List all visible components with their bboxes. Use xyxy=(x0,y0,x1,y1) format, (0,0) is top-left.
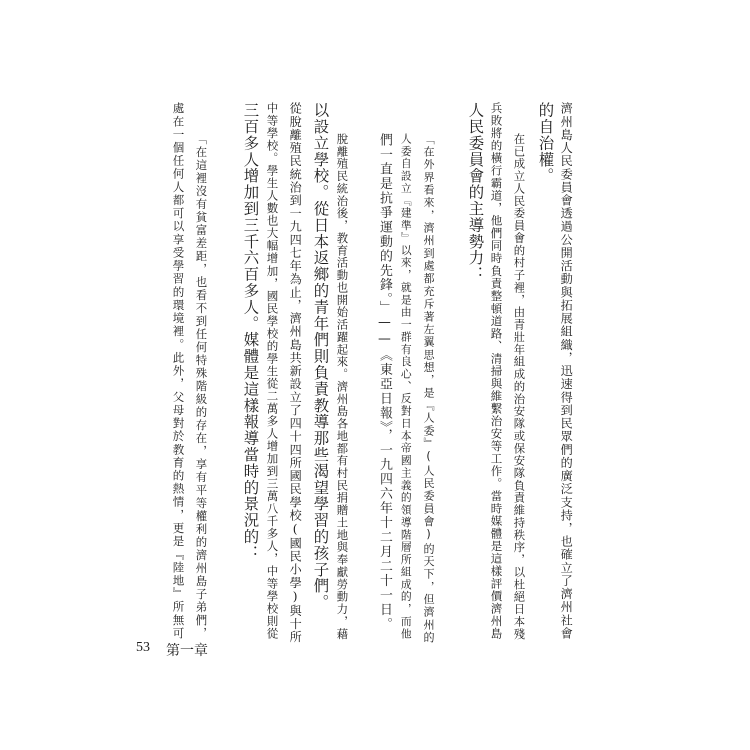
quote-column-4: 「在這裡沒有貧富差距，也看不到任何特殊階級的存在，享有平等權利的濟州島子弟們， xyxy=(194,133,209,640)
chapter-label: 第一章 xyxy=(166,644,208,659)
text-column-3: 在已成立人民委員會的村子裡，由青壯年組成的治安隊或保安隊負責維持秩序，以杜絕日本殘 xyxy=(512,133,527,641)
page-number: 53 xyxy=(136,640,150,655)
text-column-9: 中等學校。學生人數也大幅增加，國民學校的學生從二萬多人增加到三萬八千多人，中等學校則從 xyxy=(265,102,280,640)
text-column-8: 從脫離殖民統治到一九四七年為止，濟州島共新設立了四十四所國民學校(國民小學)與十所 xyxy=(288,102,303,644)
quote-column-5: 處在一個任何人都可以享受學習的環境裡。此外，父母對於教育的熱情，更是『陸地』所無可 xyxy=(171,102,186,640)
text-column-7: 以設立學校。從日本返鄉的青年們則負責教導那些渴望學習的孩子們。 xyxy=(311,102,330,611)
text-column-4: 兵敗將的橫行霸道，他們同時負責整頓道路、清掃與維繫治安等工作。當時媒體是這樣評價濟州島 xyxy=(489,102,504,640)
text-column-6: 脫離殖民統治後，教育活動也開始活躍起來。濟州島各地都有村民捐贈土地與奉獻勞動力，藉 xyxy=(335,133,350,641)
quote-column-2: 人委自設立『建準』以來，就是由一群有良心、反對日本帝國主義的領導階層所組成的，而他 xyxy=(399,133,413,641)
text-column-5: 人民委員會的主導勢力： xyxy=(466,102,485,283)
text-column-2: 的自治權。 xyxy=(536,102,555,184)
text-column-10: 三百多人增加到三千六百多人。媒體是這樣報導當時的景況的： xyxy=(241,102,260,562)
quote-column-1: 「在外界看來，濟州到處都充斥著左翼思想，是『人委』(人民委員會)的天下，但濟州的 xyxy=(422,133,436,645)
text-column-1: 濟州島人民委員會透過公開活動與拓展組織，迅速得到民眾們的廣泛支持，也確立了濟州社會 xyxy=(559,102,574,640)
quote-column-3: 們一直是抗爭運動的先鋒。」——《東亞日報》，一九四六年十二月二十一日。 xyxy=(376,133,392,632)
